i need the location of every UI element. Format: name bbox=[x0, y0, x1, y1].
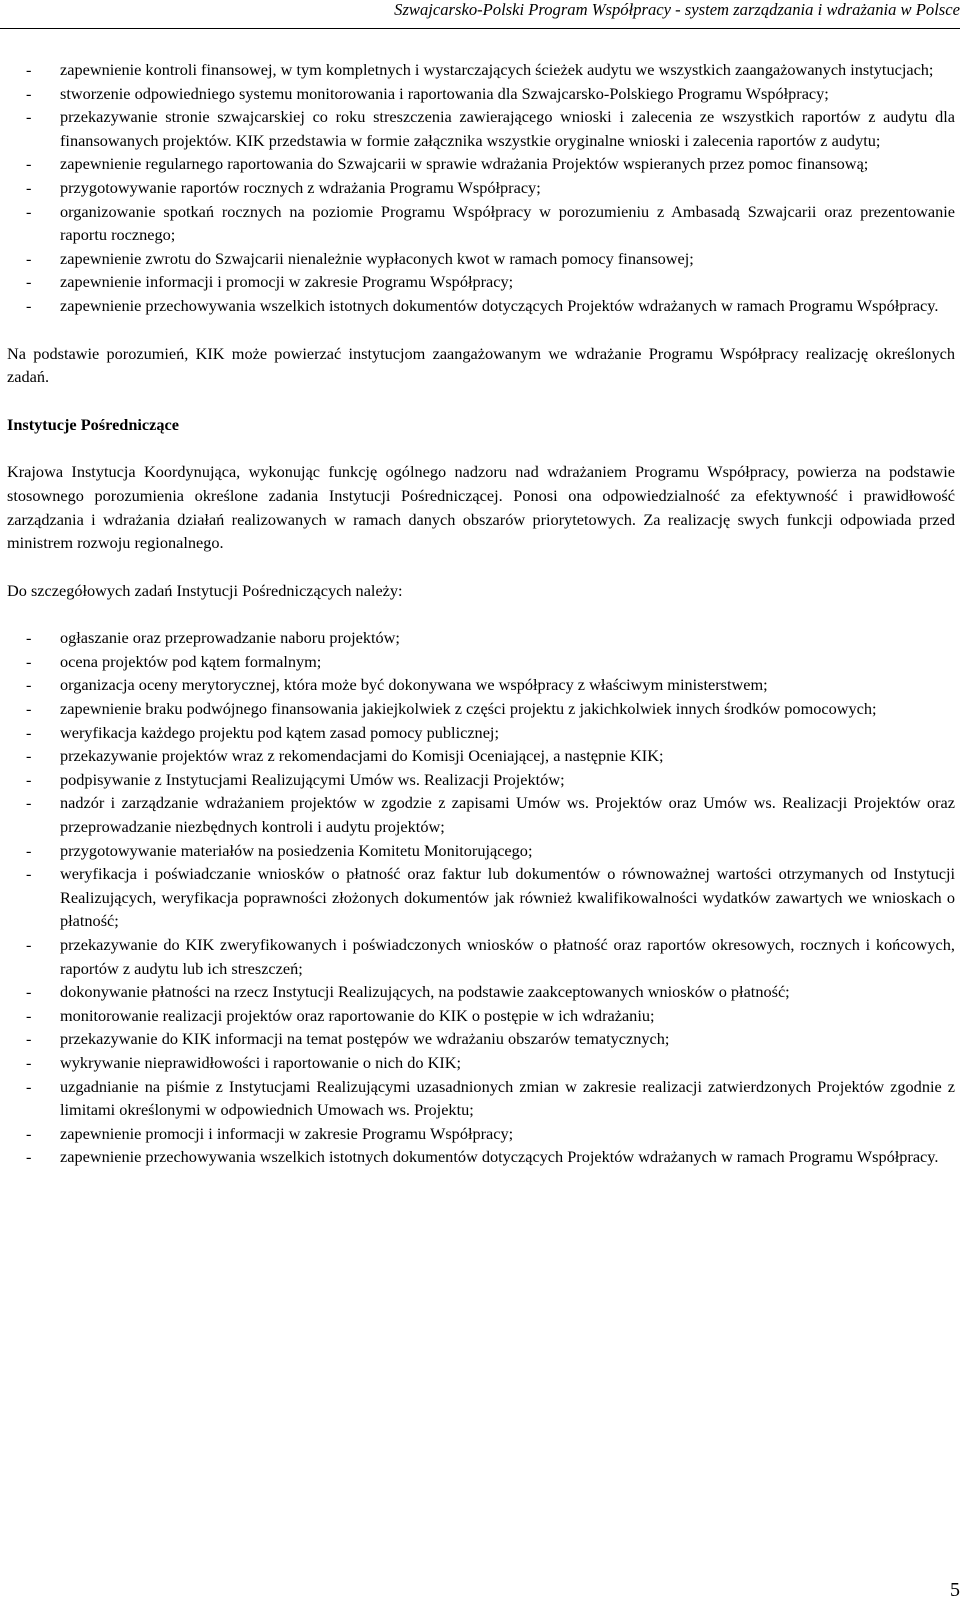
list-item bbox=[7, 862, 955, 933]
spacer bbox=[7, 436, 955, 460]
list-item bbox=[7, 839, 955, 863]
bullet-dash: - bbox=[26, 769, 32, 789]
bullet-dash: - bbox=[26, 1029, 32, 1049]
list-item-text: przekazywanie projektów wraz z rekomendacjami do Komisji Oceniającej, a następnie KIK; bbox=[60, 746, 664, 766]
list-item-text: stworzenie odpowiedniego systemu monitorowania i raportowania dla Szwajcarsko-Polskiego Programu Współpracy; bbox=[60, 83, 829, 103]
list-item-text: zapewnienie przechowywania wszelkich istotnych dokumentów dotyczących Projektów wdrażanych w ramach Programu Współpracy. bbox=[60, 295, 939, 315]
list-item-text: organizacja oceny merytorycznej, która może być dokonywana we współpracy z właściwym ministerstwem; bbox=[60, 675, 768, 695]
list-item bbox=[7, 697, 955, 721]
list-item bbox=[7, 721, 955, 745]
intermediate-institutions-paragraph: Krajowa Instytucja Koordynująca, wykonując funkcję ogólnego nadzoru nad wdrażaniem Programu Współpracy, powierza na podstawie stosownego porozumienia określone zadania Instytucji Pośredniczącej. Ponosi ona odpowiedzialność za efektywność i prawidłowość zarządzania i wdrażania działań realizowanych w ramach danych obszarów priorytetowych. Za realizację swych funkcji odpowiada przed ministrem rozwoju regionalnego. bbox=[7, 462, 955, 553]
bullet-dash: - bbox=[26, 935, 32, 954]
list-item bbox=[7, 152, 955, 176]
list-item-text: ogłaszanie oraz przeprowadzanie naboru projektów; bbox=[60, 628, 400, 648]
bullet-dash: - bbox=[26, 107, 32, 127]
bullet-dash: - bbox=[26, 699, 32, 719]
list-item bbox=[7, 176, 955, 200]
list-item-text: przekazywanie stronie szwajcarskiej co roku streszczenia zawierającego wnioski i zalecenia ze wszystkich raportów z audytu dla finansowanych projektów. KIK przedstawia w formie załącznika wszystkie oryginalne wnioski i zalecenia raportów z audytu; bbox=[60, 107, 955, 150]
list-item bbox=[7, 768, 955, 792]
list-item bbox=[7, 744, 955, 768]
list-item-text: zapewnienie kontroli finansowej, w tym kompletnych i wystarczających ścieżek audytu we wszystkich zaangażowanych instytucjach; bbox=[60, 60, 934, 79]
bullet-dash: - bbox=[26, 248, 32, 268]
list-item-text: zapewnienie promocji i informacji w zakresie Programu Współpracy; bbox=[60, 1123, 514, 1143]
spacer bbox=[7, 555, 955, 579]
kik-duties-list bbox=[7, 58, 955, 318]
bullet-dash: - bbox=[26, 651, 32, 671]
list-item-text: zapewnienie regularnego raportowania do Szwajcarii w sprawie wdrażania Projektów wspieranych przez pomoc finansową; bbox=[60, 154, 869, 174]
list-item bbox=[7, 294, 955, 318]
list-item-text: weryfikacja i poświadczanie wniosków o płatność oraz faktur lub dokumentów o równoważnej wartości otrzymanych od Instytucji Realizujących, weryfikacja poprawności złożonych dokumentów jak również kwalifikowalności wydatków zawartych we wnioskach o płatność; bbox=[60, 864, 955, 931]
bullet-dash: - bbox=[26, 840, 32, 860]
list-item-text: weryfikacja każdego projektu pod kątem zasad pomocy publicznej; bbox=[60, 722, 499, 742]
list-item bbox=[7, 791, 955, 838]
list-item bbox=[7, 1075, 955, 1122]
bullet-dash: - bbox=[26, 1147, 32, 1167]
bullet-dash: - bbox=[26, 746, 32, 766]
list-item-text: organizowanie spotkań rocznych na poziomie Programu Współpracy w porozumieniu z Ambasadą Szwajcarii oraz prezentowanie raportu rocznego; bbox=[60, 201, 955, 245]
list-item-text: zapewnienie przechowywania wszelkich istotnych dokumentów dotyczących Projektów wdrażanych w ramach Programu Współpracy. bbox=[60, 1147, 939, 1167]
document-body bbox=[7, 58, 955, 1169]
list-item bbox=[7, 270, 955, 294]
list-item-text: przekazywanie do KIK informacji na temat postępów we wdrażaniu obszarów tematycznych; bbox=[60, 1029, 670, 1049]
list-item-text: zapewnienie braku podwójnego finansowania jakiejkolwiek z części projektu z jakichkolwiek innych środków pomocowych; bbox=[60, 699, 877, 719]
list-item bbox=[7, 1145, 955, 1169]
list-item bbox=[7, 247, 955, 271]
bullet-dash: - bbox=[26, 982, 32, 1002]
bullet-dash: - bbox=[26, 295, 32, 315]
page-number: 5 bbox=[950, 1579, 960, 1601]
delegation-paragraph: Na podstawie porozumień, KIK może powierzać instytucjom zaangażowanym we wdrażanie Programu Współpracy realizację określonych zadań. bbox=[7, 343, 955, 387]
bullet-dash: - bbox=[26, 1123, 32, 1143]
list-item-text: przygotowywanie raportów rocznych z wdrażania Programu Współpracy; bbox=[60, 177, 541, 197]
spacer bbox=[7, 602, 955, 626]
list-item-text: monitorowanie realizacji projektów oraz raportowanie do KIK o postępie w ich wdrażaniu; bbox=[60, 1005, 655, 1025]
list-item-text: przygotowywanie materiałów na posiedzenia Komitetu Monitorującego; bbox=[60, 840, 533, 860]
list-item-text: podpisywanie z Instytucjami Realizującymi Umów ws. Realizacji Projektów; bbox=[60, 769, 565, 789]
list-item bbox=[7, 673, 955, 697]
list-item-text: zapewnienie informacji i promocji w zakresie Programu Współpracy; bbox=[60, 272, 514, 292]
list-item-text: uzgadnianie na piśmie z Instytucjami Realizującymi uzasadnionych zmian w zakresie realizacji zatwierdzonych Projektów zgodnie z limitami określonymi w odpowiednich Umowach ws. Projektu; bbox=[60, 1076, 955, 1120]
section-heading: Instytucje Pośredniczące bbox=[7, 414, 179, 434]
bullet-dash: - bbox=[26, 201, 32, 221]
list-item-text: wykrywanie nieprawidłowości i raportowanie o nich do KIK; bbox=[60, 1052, 462, 1072]
tasks-intro-paragraph: Do szczegółowych zadań Instytucji Pośredniczących należy: bbox=[7, 580, 403, 600]
bullet-dash: - bbox=[26, 628, 32, 648]
bullet-dash: - bbox=[26, 1052, 32, 1072]
list-item bbox=[7, 980, 955, 1004]
list-item bbox=[7, 650, 955, 674]
bullet-dash: - bbox=[26, 154, 32, 174]
list-item-text: dokonywanie płatności na rzecz Instytucji Realizujących, na podstawie zaakceptowanych wniosków o płatność; bbox=[60, 982, 790, 1002]
list-item bbox=[7, 58, 955, 82]
list-item bbox=[7, 626, 955, 650]
list-item bbox=[7, 105, 955, 152]
list-item-text: przekazywanie do KIK zweryfikowanych i poświadczonych wniosków o płatność oraz raportów okresowych, rocznych i końcowych, raportów z audytu lub ich streszczeń; bbox=[60, 935, 955, 978]
spacer bbox=[7, 318, 955, 342]
list-item bbox=[7, 1004, 955, 1028]
list-item bbox=[7, 933, 955, 980]
list-item bbox=[7, 1122, 955, 1146]
list-item bbox=[7, 82, 955, 106]
ip-tasks-list bbox=[7, 626, 955, 1169]
bullet-dash: - bbox=[26, 1005, 32, 1025]
bullet-dash: - bbox=[26, 272, 32, 292]
bullet-dash: - bbox=[26, 1076, 32, 1096]
bullet-dash: - bbox=[26, 864, 32, 884]
bullet-dash: - bbox=[26, 83, 32, 103]
list-item bbox=[7, 1027, 955, 1051]
bullet-dash: - bbox=[26, 60, 32, 79]
list-item-text: zapewnienie zwrotu do Szwajcarii nienależnie wypłaconych kwot w ramach pomocy finansowej; bbox=[60, 248, 694, 268]
bullet-dash: - bbox=[26, 675, 32, 695]
list-item bbox=[7, 1051, 955, 1075]
list-item-text: ocena projektów pod kątem formalnym; bbox=[60, 651, 322, 671]
list-item-text: nadzór i zarządzanie wdrażaniem projektów w zgodzie z zapisami Umów ws. Projektów oraz Umów ws. Realizacji Projektów oraz przeprowadzanie niezbędnych kontroli i audytu projektów; bbox=[60, 793, 955, 837]
bullet-dash: - bbox=[26, 793, 32, 813]
bullet-dash: - bbox=[26, 177, 32, 197]
spacer bbox=[7, 389, 955, 413]
bullet-dash: - bbox=[26, 722, 32, 742]
running-header: Szwajcarsko-Polski Program Współpracy - system zarządzania i wdrażania w Polsce bbox=[0, 0, 960, 29]
list-item bbox=[7, 200, 955, 247]
